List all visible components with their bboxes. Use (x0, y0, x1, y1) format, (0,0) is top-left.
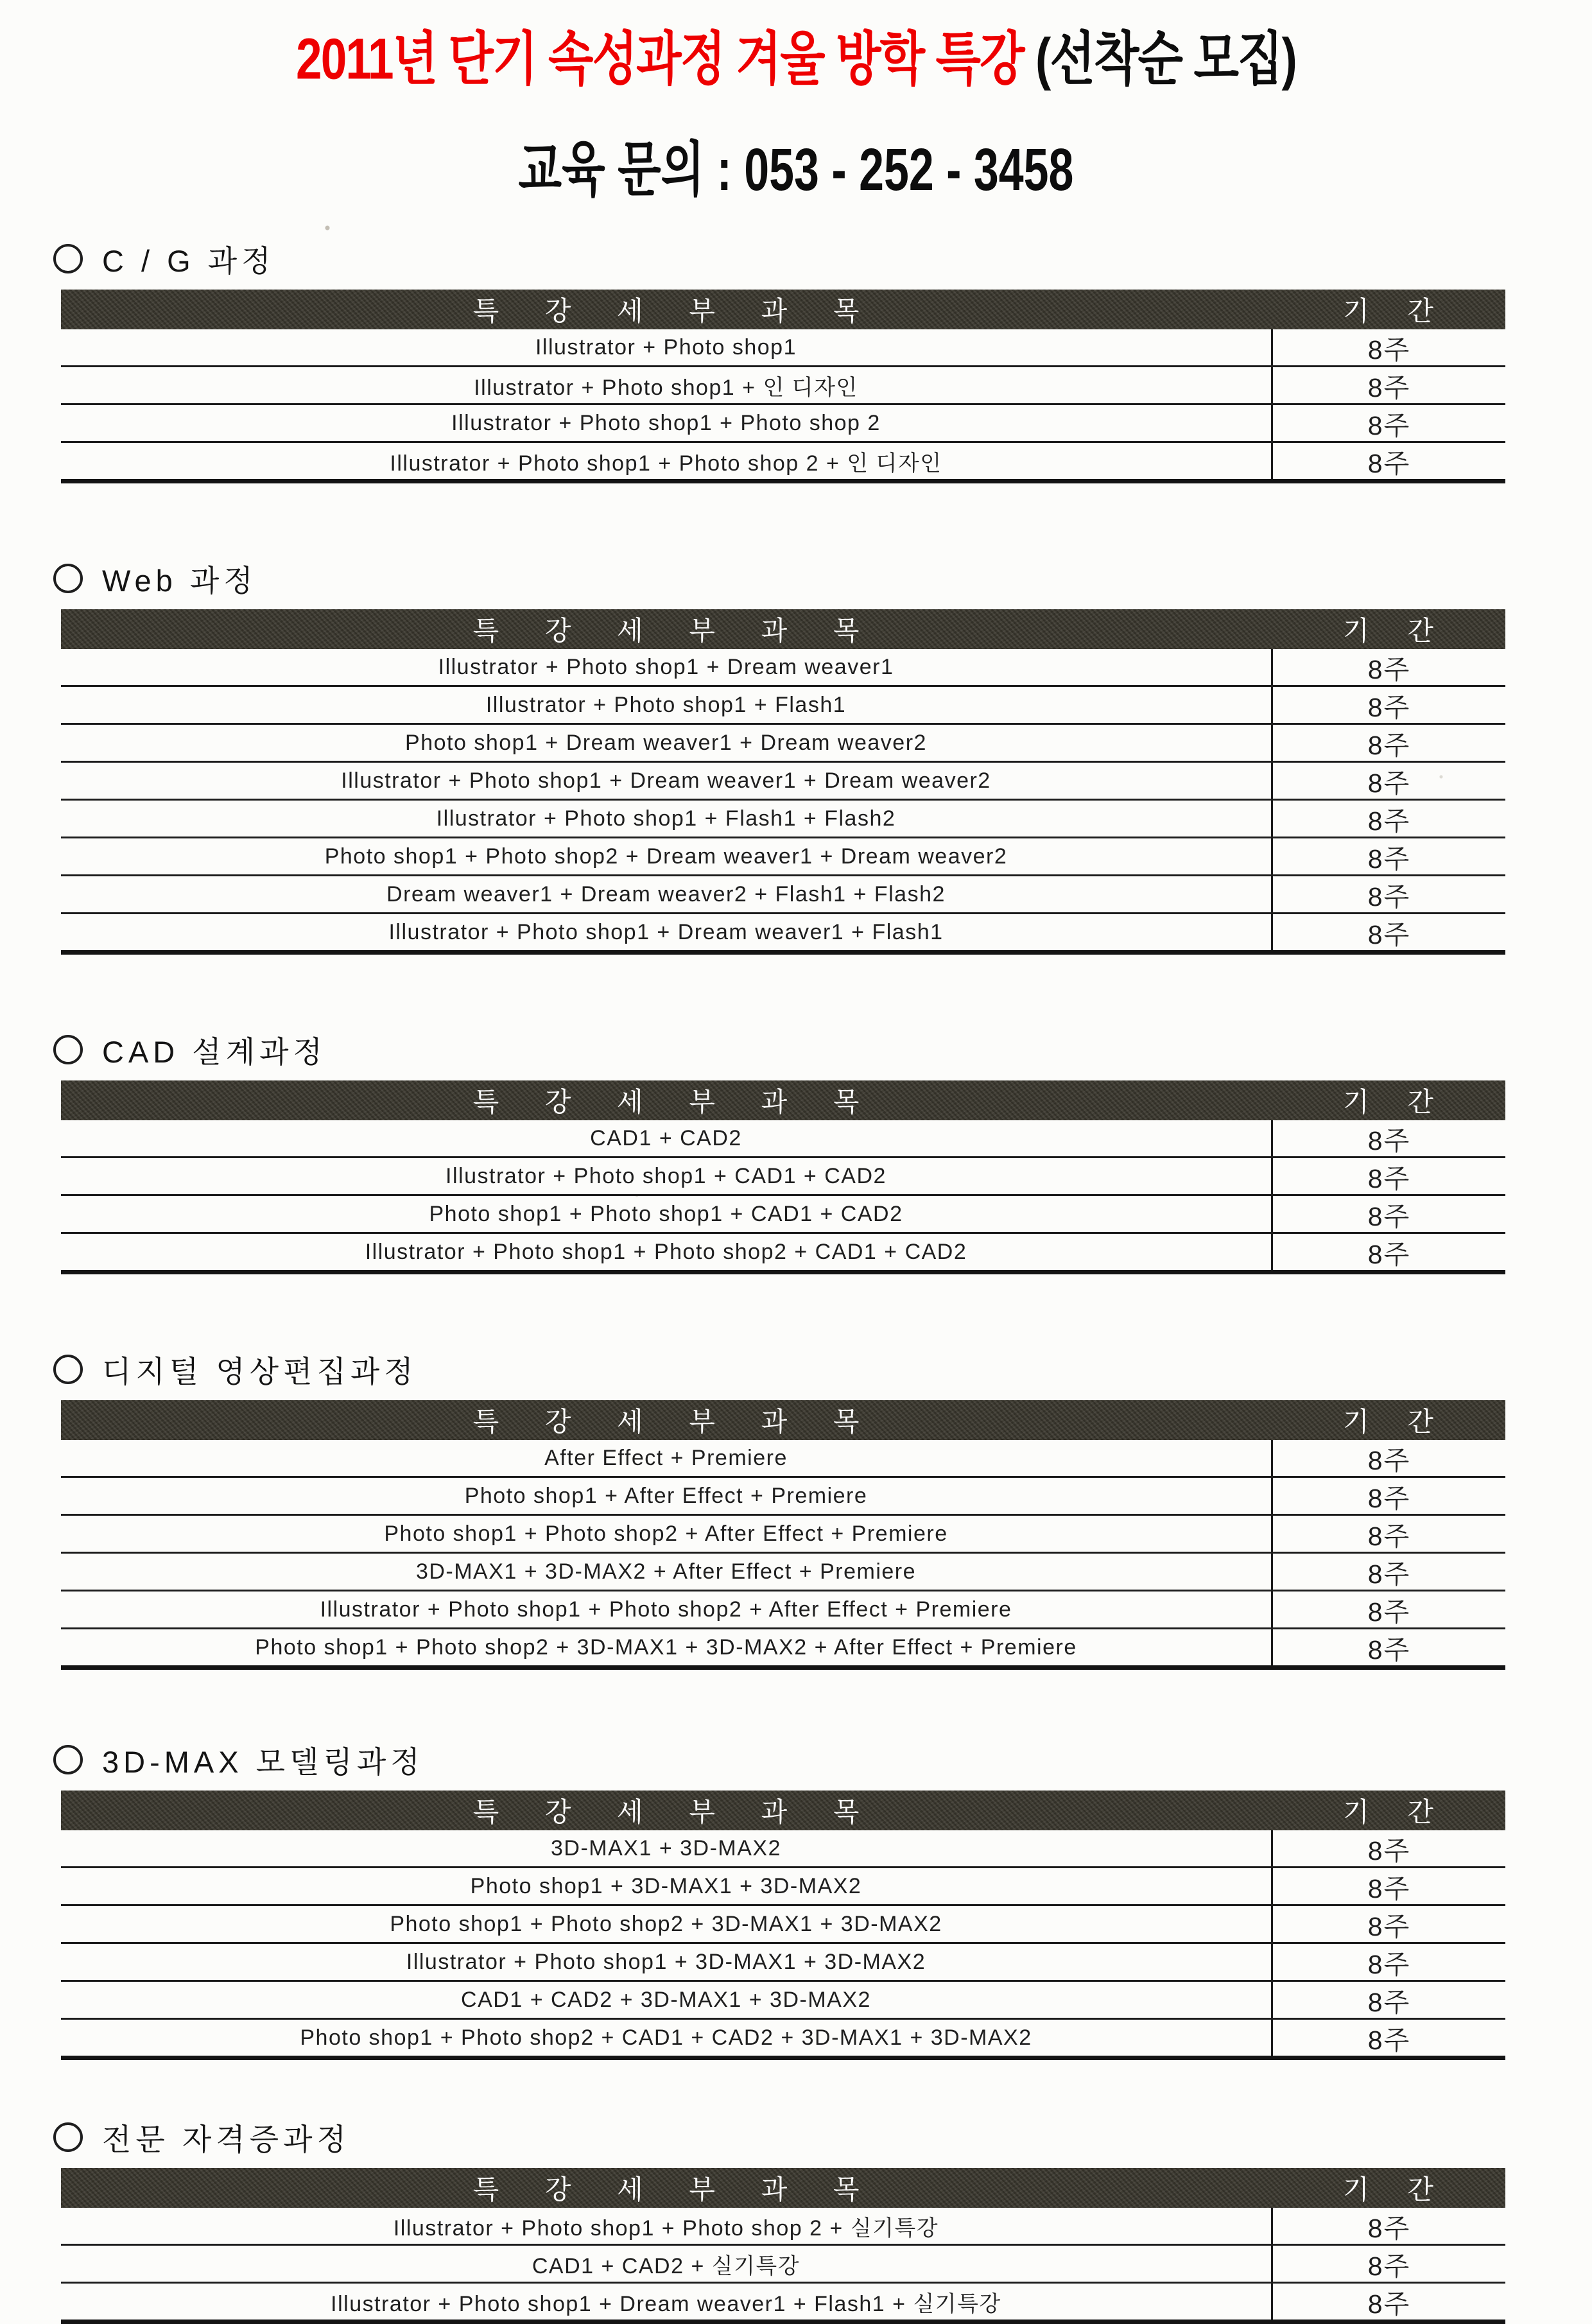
subject-cell: Illustrator + Photo shop1 + Dream weaver1 + Flash1 + 실기특강 (331, 2291, 1001, 2316)
subject-cell: Illustrator + Photo shop1 + Photo shop2 + After Effect + Premiere (320, 1597, 1012, 1622)
table-row (61, 761, 1505, 799)
table-row (61, 2282, 1505, 2320)
subject-cell: Photo shop1 + Photo shop2 + Dream weaver1 + Dream weaver2 (324, 844, 1008, 869)
duration-cell: 8주 (1271, 1591, 1505, 1627)
duration-cell: 8주 (1271, 1196, 1505, 1232)
section-heading (53, 2118, 1592, 2156)
section-title: Web 과정 (102, 563, 257, 598)
page-title-paren: (선착순 모집) (1035, 27, 1296, 92)
subject-cell: Photo shop1 + Photo shop2 + CAD1 + CAD2 + 3D-MAX1 + 3D-MAX2 (300, 2025, 1032, 2050)
section-title: 전문 자격증과정 (102, 2122, 350, 2156)
subject-cell: Illustrator + Photo shop1 + Flash1 + Flash2 (436, 806, 896, 831)
table-header-row (61, 1400, 1505, 1440)
table-row (61, 329, 1505, 365)
section-heading (53, 239, 1592, 278)
table-row (61, 1904, 1505, 1942)
table-row (61, 1590, 1505, 1627)
section-title: 3D-MAX 모델링과정 (102, 1744, 424, 1779)
duration-cell: 8주 (1271, 1234, 1505, 1270)
column-header-duration: 기 간 (1343, 616, 1449, 646)
table-body (61, 1440, 1505, 1665)
subject-cell: After Effect + Premiere (544, 1445, 788, 1470)
table-header-row (61, 2168, 1505, 2208)
flyer-header (0, 0, 1592, 204)
table-row (61, 2244, 1505, 2282)
duration-cell: 8주 (1271, 1830, 1505, 1866)
subject-cell: Photo shop1 + Dream weaver1 + Dream weaver2 (405, 730, 927, 755)
table-body (61, 2208, 1505, 2320)
subject-cell: Photo shop1 + Photo shop1 + CAD1 + CAD2 (429, 1201, 903, 1226)
column-header-subject: 특 강 세 부 과 목 (472, 1087, 879, 1117)
contact-phone: 교육 문의 : 053 - 252 - 3458 (518, 137, 1074, 204)
circle-bullet-icon (53, 1355, 83, 1384)
table-row (61, 874, 1505, 912)
column-header-subject: 특 강 세 부 과 목 (472, 296, 879, 326)
course-section (61, 559, 1592, 955)
course-section (61, 1740, 1592, 2060)
subject-cell: Photo shop1 + Photo shop2 + 3D-MAX1 + 3D-MAX2 (390, 1911, 942, 1936)
table-row (61, 2208, 1505, 2244)
column-header-subject: 특 강 세 부 과 목 (472, 1407, 879, 1437)
subject-cell: Photo shop1 + 3D-MAX1 + 3D-MAX2 (470, 1873, 862, 1898)
duration-cell: 8주 (1271, 2020, 1505, 2056)
table-row (61, 1866, 1505, 1904)
table-header-row (61, 290, 1505, 329)
section-title: CAD 설계과정 (102, 1034, 327, 1069)
table-row (61, 1194, 1505, 1232)
subject-cell: Illustrator + Photo shop1 (535, 334, 797, 360)
circle-bullet-icon (53, 1745, 83, 1774)
subject-cell: CAD1 + CAD2 + 3D-MAX1 + 3D-MAX2 (461, 1987, 871, 2012)
duration-cell: 8주 (1271, 801, 1505, 837)
subject-cell: Illustrator + Photo shop1 + Photo shop2 + CAD1 + CAD2 (365, 1239, 967, 1264)
duration-cell: 8주 (1271, 405, 1505, 441)
subject-cell: 3D-MAX1 + 3D-MAX2 (551, 1835, 781, 1860)
table-row (61, 1830, 1505, 1866)
table-body (61, 649, 1505, 950)
duration-cell: 8주 (1271, 1158, 1505, 1194)
column-header-duration: 기 간 (1343, 2174, 1449, 2205)
page-title (32, 22, 1561, 98)
circle-bullet-icon (53, 564, 83, 593)
duration-cell: 8주 (1271, 1868, 1505, 1904)
subject-cell: Illustrator + Photo shop1 + Flash1 (485, 692, 847, 717)
column-header-subject: 특 강 세 부 과 목 (472, 2174, 879, 2205)
subject-cell: Illustrator + Photo shop1 + Dream weaver1 + Flash1 (388, 919, 944, 944)
duration-cell: 8주 (1271, 443, 1505, 479)
subject-cell: 3D-MAX1 + 3D-MAX2 + After Effect + Premiere (415, 1559, 917, 1584)
course-table (61, 1791, 1505, 2060)
section-heading (53, 1030, 1592, 1069)
course-section (61, 1350, 1592, 1670)
duration-cell: 8주 (1271, 2208, 1505, 2244)
column-header-duration: 기 간 (1343, 296, 1449, 326)
circle-bullet-icon (53, 1035, 83, 1064)
table-row (61, 1120, 1505, 1156)
table-body (61, 1120, 1505, 1270)
table-row (61, 365, 1505, 403)
duration-cell: 8주 (1271, 763, 1505, 799)
duration-cell: 8주 (1271, 1982, 1505, 2018)
page-title-main: 2011년 단기 속성과정 겨울 방학 특강 (296, 27, 1036, 92)
table-row (61, 685, 1505, 723)
column-header-duration: 기 간 (1343, 1087, 1449, 1117)
subject-cell: Illustrator + Photo shop1 + Dream weaver1 + Dream weaver2 (341, 768, 991, 793)
course-table (61, 1400, 1505, 1670)
table-row (61, 2018, 1505, 2056)
duration-cell: 8주 (1271, 1120, 1505, 1156)
table-row (61, 1627, 1505, 1665)
table-row (61, 1440, 1505, 1476)
course-section (61, 1030, 1592, 1274)
duration-cell: 8주 (1271, 367, 1505, 403)
table-row (61, 1476, 1505, 1514)
column-header-duration: 기 간 (1343, 1797, 1449, 1827)
subject-cell: Illustrator + Photo shop1 + 3D-MAX1 + 3D-MAX2 (406, 1949, 926, 1974)
table-row (61, 441, 1505, 479)
subject-cell: Illustrator + Photo shop1 + Dream weaver1 (438, 654, 894, 679)
table-row (61, 649, 1505, 685)
subject-cell: Illustrator + Photo shop1 + Photo shop 2 + 실기특강 (393, 2216, 939, 2241)
subject-cell: Dream weaver1 + Dream weaver2 + Flash1 + Flash2 (386, 881, 946, 906)
subject-cell: Photo shop1 + Photo shop2 + 3D-MAX1 + 3D-MAX2 + After Effect + Premiere (255, 1635, 1077, 1660)
duration-cell: 8주 (1271, 1629, 1505, 1665)
section-heading (53, 559, 1592, 598)
circle-bullet-icon (53, 244, 83, 273)
duration-cell: 8주 (1271, 1944, 1505, 1980)
course-section (61, 2118, 1592, 2324)
duration-cell: 8주 (1271, 2284, 1505, 2320)
subject-cell: Illustrator + Photo shop1 + Photo shop 2 + 인 디자인 (390, 451, 942, 476)
table-row (61, 912, 1505, 950)
course-sections (0, 239, 1592, 2324)
column-header-duration: 기 간 (1343, 1407, 1449, 1437)
section-title: C / G 과정 (102, 243, 275, 278)
course-table (61, 290, 1505, 483)
subject-cell: Illustrator + Photo shop1 + Photo shop 2 (451, 410, 881, 435)
subject-cell: Illustrator + Photo shop1 + CAD1 + CAD2 (446, 1163, 887, 1188)
column-header-subject: 특 강 세 부 과 목 (472, 1797, 879, 1827)
duration-cell: 8주 (1271, 2246, 1505, 2282)
subject-cell: CAD1 + CAD2 + 실기특강 (532, 2253, 800, 2278)
duration-cell: 8주 (1271, 1554, 1505, 1590)
duration-cell: 8주 (1271, 687, 1505, 723)
table-body (61, 329, 1505, 479)
duration-cell: 8주 (1271, 649, 1505, 685)
duration-cell: 8주 (1271, 1516, 1505, 1552)
duration-cell: 8주 (1271, 1440, 1505, 1476)
table-row (61, 403, 1505, 441)
table-header-row (61, 1791, 1505, 1830)
table-body (61, 1830, 1505, 2056)
table-row (61, 799, 1505, 837)
table-row (61, 1980, 1505, 2018)
duration-cell: 8주 (1271, 1906, 1505, 1942)
table-row (61, 1232, 1505, 1270)
table-row (61, 1552, 1505, 1590)
duration-cell: 8주 (1271, 914, 1505, 950)
table-row (61, 1156, 1505, 1194)
duration-cell: 8주 (1271, 1478, 1505, 1514)
table-row (61, 837, 1505, 874)
subject-cell: Illustrator + Photo shop1 + 인 디자인 (474, 375, 858, 400)
circle-bullet-icon (53, 2122, 83, 2152)
table-row (61, 1514, 1505, 1552)
section-title: 디지털 영상편집과정 (102, 1354, 418, 1389)
course-table (61, 2168, 1505, 2324)
subject-cell: Photo shop1 + Photo shop2 + After Effect + Premiere (384, 1521, 948, 1546)
table-header-row (61, 609, 1505, 649)
course-table (61, 609, 1505, 955)
course-table (61, 1080, 1505, 1274)
table-row (61, 1942, 1505, 1980)
duration-cell: 8주 (1271, 725, 1505, 761)
table-header-row (61, 1080, 1505, 1120)
section-heading (53, 1350, 1592, 1389)
section-heading (53, 1740, 1592, 1779)
course-section (61, 239, 1592, 483)
duration-cell: 8주 (1271, 329, 1505, 365)
subject-cell: Photo shop1 + After Effect + Premiere (464, 1483, 868, 1508)
table-row (61, 723, 1505, 761)
duration-cell: 8주 (1271, 838, 1505, 874)
subject-cell: CAD1 + CAD2 (590, 1125, 742, 1150)
duration-cell: 8주 (1271, 876, 1505, 912)
column-header-subject: 특 강 세 부 과 목 (472, 616, 879, 646)
